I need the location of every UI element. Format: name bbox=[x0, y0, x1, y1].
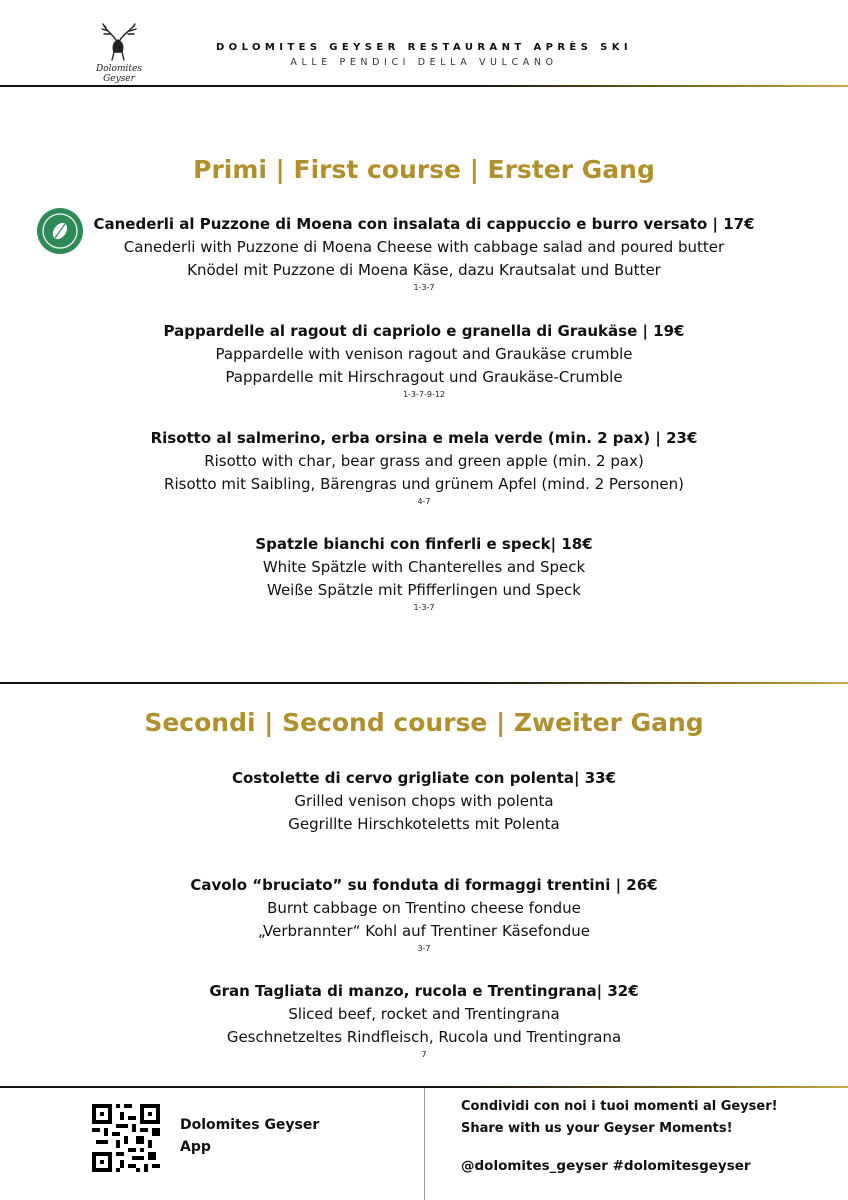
dish-description-en: Risotto with char, bear grass and green apple (min. 2 pax) bbox=[204, 452, 644, 470]
deer-icon bbox=[92, 22, 146, 62]
share-message-it: Condividi con noi i tuoi momenti al Geyser! bbox=[461, 1099, 778, 1114]
restaurant-subtitle: ALLE PENDICI DELLA VULCANO bbox=[290, 57, 558, 68]
allergen-codes: 1-3-7 bbox=[413, 283, 435, 292]
app-label bbox=[180, 1114, 319, 1158]
menu-item bbox=[0, 213, 848, 294]
app-name-line1: Dolomites Geyser bbox=[180, 1117, 320, 1133]
footer-vertical-divider bbox=[424, 1088, 425, 1200]
menu-item bbox=[0, 320, 848, 401]
dish-description-de: Geschnetzeltes Rindfleisch, Rucola und Trentingrana bbox=[226, 1028, 622, 1046]
dish-description-de: Risotto mit Saibling, Bärengras und grünem Apfel (mind. 2 Personen) bbox=[164, 475, 684, 493]
allergen-codes: 7 bbox=[421, 1050, 427, 1059]
dish-description-en: Canederli with Puzzone di Moena Cheese with cabbage salad and poured butter bbox=[123, 238, 725, 256]
dish-description-en: Pappardelle with venison ragout and Graukäse crumble bbox=[215, 345, 633, 363]
qr-code-icon bbox=[92, 1104, 160, 1172]
dish-description-en: White Spätzle with Chanterelles and Speck bbox=[262, 558, 586, 576]
restaurant-title: DOLOMITES GEYSER RESTAURANT APRÈS SKI bbox=[215, 42, 633, 53]
header-divider bbox=[0, 85, 848, 87]
section-divider bbox=[0, 682, 848, 684]
menu-item bbox=[0, 533, 848, 614]
logo-text: Dolomites Geyser bbox=[96, 64, 142, 84]
app-name-line2: App bbox=[180, 1139, 211, 1155]
first-course-title: Primi | First course | Erster Gang bbox=[193, 155, 655, 184]
menu-item bbox=[0, 980, 848, 1061]
page-header bbox=[0, 0, 848, 90]
dish-name: Spatzle bianchi con finferli e speck| 18€ bbox=[255, 535, 593, 553]
dish-name: Cavolo “bruciato” su fonduta di formaggi trentini | 26€ bbox=[190, 876, 658, 894]
dish-name: Costolette di cervo grigliate con polenta| 33€ bbox=[231, 769, 617, 787]
dish-description-de: „Verbrannter“ Kohl auf Trentiner Käsefondue bbox=[258, 922, 590, 940]
share-message-en: Share with us your Geyser Moments! bbox=[461, 1121, 733, 1136]
allergen-codes: 4-7 bbox=[417, 497, 431, 506]
menu-item bbox=[0, 767, 848, 836]
logo bbox=[84, 22, 154, 84]
allergen-codes: 1-3-7 bbox=[413, 603, 435, 612]
second-course-title: Secondi | Second course | Zweiter Gang bbox=[144, 708, 704, 737]
allergen-codes: 3-7 bbox=[417, 944, 431, 953]
dish-name: Risotto al salmerino, erba orsina e mela verde (min. 2 pax) | 23€ bbox=[150, 429, 698, 447]
dish-name: Pappardelle al ragout di capriolo e granella di Graukäse | 19€ bbox=[163, 322, 685, 340]
menu-item bbox=[0, 874, 848, 955]
dish-description-de: Weiße Spätzle mit Pfifferlingen und Speck bbox=[267, 581, 581, 599]
dish-description-de: Pappardelle mit Hirschragout und Graukäse-Crumble bbox=[225, 368, 623, 386]
dish-description-en: Grilled venison chops with polenta bbox=[294, 792, 554, 810]
social-hashtags[interactable]: @dolomites_geyser #dolomitesgeyser bbox=[461, 1158, 751, 1174]
dish-description-en: Burnt cabbage on Trentino cheese fondue bbox=[267, 899, 581, 917]
qr-code[interactable] bbox=[92, 1104, 160, 1172]
allergen-codes: 1-3-7-9-12 bbox=[402, 390, 446, 399]
dish-description-de: Gegrillte Hirschkoteletts mit Polenta bbox=[288, 815, 560, 833]
share-message bbox=[461, 1096, 778, 1140]
dish-name: Gran Tagliata di manzo, rucola e Trentingrana| 32€ bbox=[209, 982, 639, 1000]
menu-item bbox=[0, 427, 848, 508]
dish-description-en: Sliced beef, rocket and Trentingrana bbox=[288, 1005, 560, 1023]
dish-name: Canederli al Puzzone di Moena con insalata di cappuccio e burro versato | 17€ bbox=[93, 215, 755, 233]
dish-description-de: Knödel mit Puzzone di Moena Käse, dazu Krautsalat und Butter bbox=[187, 261, 661, 279]
